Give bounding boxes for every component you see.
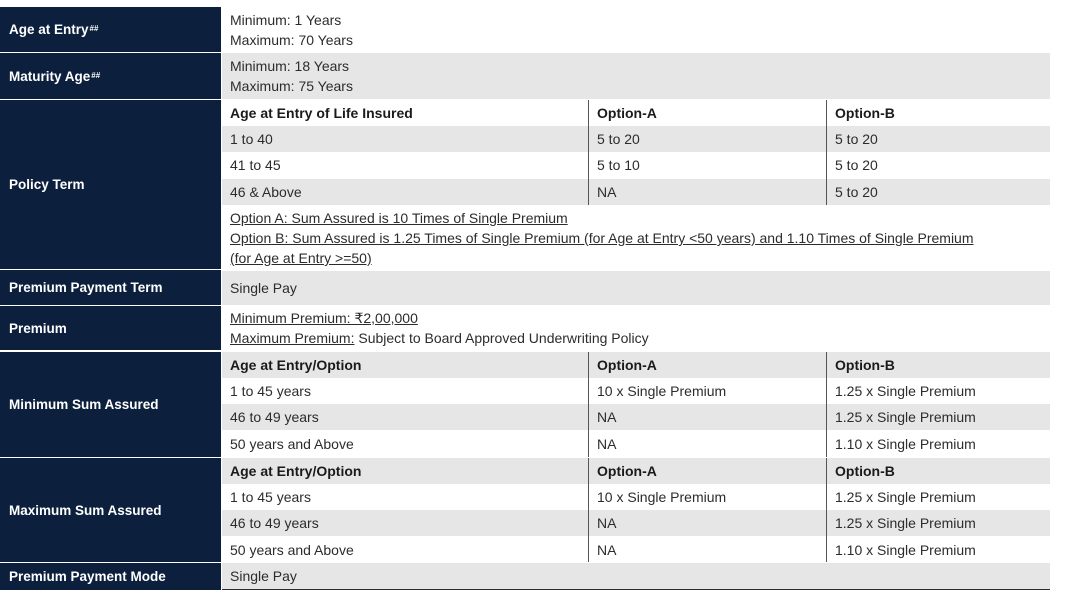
min-sa-row-1-b: 1.25 x Single Premium [835, 383, 976, 399]
premium-payment-term-value [222, 271, 1050, 305]
label-text: Maximum Sum Assured [9, 502, 162, 518]
age-max: Maximum: 70 Years [230, 32, 353, 48]
policy-term-row-1-a: 5 to 20 [589, 126, 826, 152]
maturity-age-value [222, 53, 1050, 99]
column-divider [588, 352, 589, 457]
label-text: Policy Term [9, 177, 85, 192]
max-sa-row-1-a: 10 x Single Premium [597, 489, 727, 505]
policy-term-row-2-age: 41 to 45 [230, 157, 281, 173]
maturity-min: Minimum: 18 Years [230, 58, 350, 74]
minimum-premium: Minimum Premium: ₹2,00,000 [230, 310, 418, 326]
table-bottom-rule [222, 589, 1050, 590]
footnote-marker: ## [89, 24, 99, 33]
option-b-note: Option B: Sum Assured is 1.25 Times of Single Premium (for Age at Entry <50 years) and 1.10 Times of Single Premium [230, 230, 974, 246]
max-sa-row-2-a: NA [589, 510, 826, 536]
premium-payment-term-text: Single Pay [230, 280, 297, 296]
max-sa-header-option-b: Option-B [827, 458, 1050, 484]
policy-term-header-option-b: Option-B [835, 105, 895, 121]
row-label-maximum-sum-assured [0, 458, 221, 562]
maximum-premium [222, 328, 1050, 348]
max-sa-row-1-b: 1.25 x Single Premium [835, 489, 976, 505]
row-label-premium-payment-term [0, 270, 221, 305]
policy-term-row-3-a: NA [589, 179, 826, 205]
premium-payment-mode-text: Single Pay [230, 568, 297, 584]
label-text: Premium Payment Mode [9, 569, 166, 584]
min-sa-row-1-age: 1 to 45 years [230, 383, 311, 399]
age-min: Minimum: 1 Years [230, 12, 342, 28]
option-a-note: Option A: Sum Assured is 10 Times of Single Premium [230, 210, 568, 226]
premium-payment-mode-value [222, 563, 1050, 589]
column-divider [588, 100, 589, 205]
min-sa-header-option-b: Option-B [827, 352, 1050, 378]
min-sa-header-option-a: Option-A [589, 352, 826, 378]
row-label-maturity-age [0, 53, 221, 99]
policy-term-header-age: Age at Entry of Life Insured [230, 105, 413, 121]
row-label-minimum-sum-assured [0, 352, 221, 457]
maximum-premium-label: Maximum Premium: [230, 330, 355, 346]
max-sa-header-age: Age at Entry/Option [222, 458, 588, 484]
policy-term-row-3-b: 5 to 20 [827, 179, 1050, 205]
maturity-max: Maximum: 75 Years [230, 78, 353, 94]
column-divider [826, 352, 827, 457]
min-sa-row-3-a: NA [597, 436, 617, 452]
min-sa-row-2-age: 46 to 49 years [222, 404, 588, 430]
max-sa-row-3-b: 1.10 x Single Premium [835, 542, 976, 558]
min-sa-header-age: Age at Entry/Option [222, 352, 588, 378]
label-text: Maturity Age [9, 68, 91, 84]
policy-term-row-3-age: 46 & Above [222, 179, 588, 205]
policy-term-row-1-b: 5 to 20 [827, 126, 1050, 152]
min-sa-row-2-b: 1.25 x Single Premium [827, 404, 1050, 430]
max-sa-row-2-age: 46 to 49 years [222, 510, 588, 536]
label-text: Minimum Sum Assured [9, 397, 159, 412]
min-sa-row-1-a: 10 x Single Premium [597, 383, 727, 399]
column-divider [826, 100, 827, 205]
policy-term-notes [222, 208, 1050, 268]
policy-term-row-2-a: 5 to 10 [597, 157, 640, 173]
min-sa-row-2-a: NA [589, 404, 826, 430]
maximum-premium-text: Subject to Board Approved Underwriting Policy [354, 330, 649, 346]
policy-term-row-1-age: 1 to 40 [222, 126, 588, 152]
max-sa-row-3-age: 50 years and Above [230, 542, 354, 558]
label-text: Age at Entry [9, 22, 89, 37]
max-sa-row-2-b: 1.25 x Single Premium [827, 510, 1050, 536]
column-divider [826, 458, 827, 562]
row-label-premium [0, 306, 221, 350]
row-label-premium-payment-mode [0, 563, 221, 590]
row-label-policy-term [0, 100, 221, 269]
max-sa-row-1-age: 1 to 45 years [230, 489, 311, 505]
footnote-marker: ## [91, 70, 101, 80]
label-text: Premium [9, 320, 67, 336]
column-divider [588, 458, 589, 562]
premium-value [222, 308, 1050, 348]
max-sa-header-option-a: Option-A [589, 458, 826, 484]
option-b-note-cont: (for Age at Entry >=50) [230, 250, 372, 266]
min-sa-row-3-age: 50 years and Above [230, 436, 354, 452]
row-label-age-at-entry [0, 7, 221, 52]
policy-term-row-2-b: 5 to 20 [835, 157, 878, 173]
max-sa-row-3-a: NA [597, 542, 617, 558]
min-sa-row-3-b: 1.10 x Single Premium [835, 436, 976, 452]
policy-term-header-option-a: Option-A [597, 105, 657, 121]
label-text: Premium Payment Term [9, 280, 163, 295]
age-at-entry-value [222, 10, 1050, 50]
